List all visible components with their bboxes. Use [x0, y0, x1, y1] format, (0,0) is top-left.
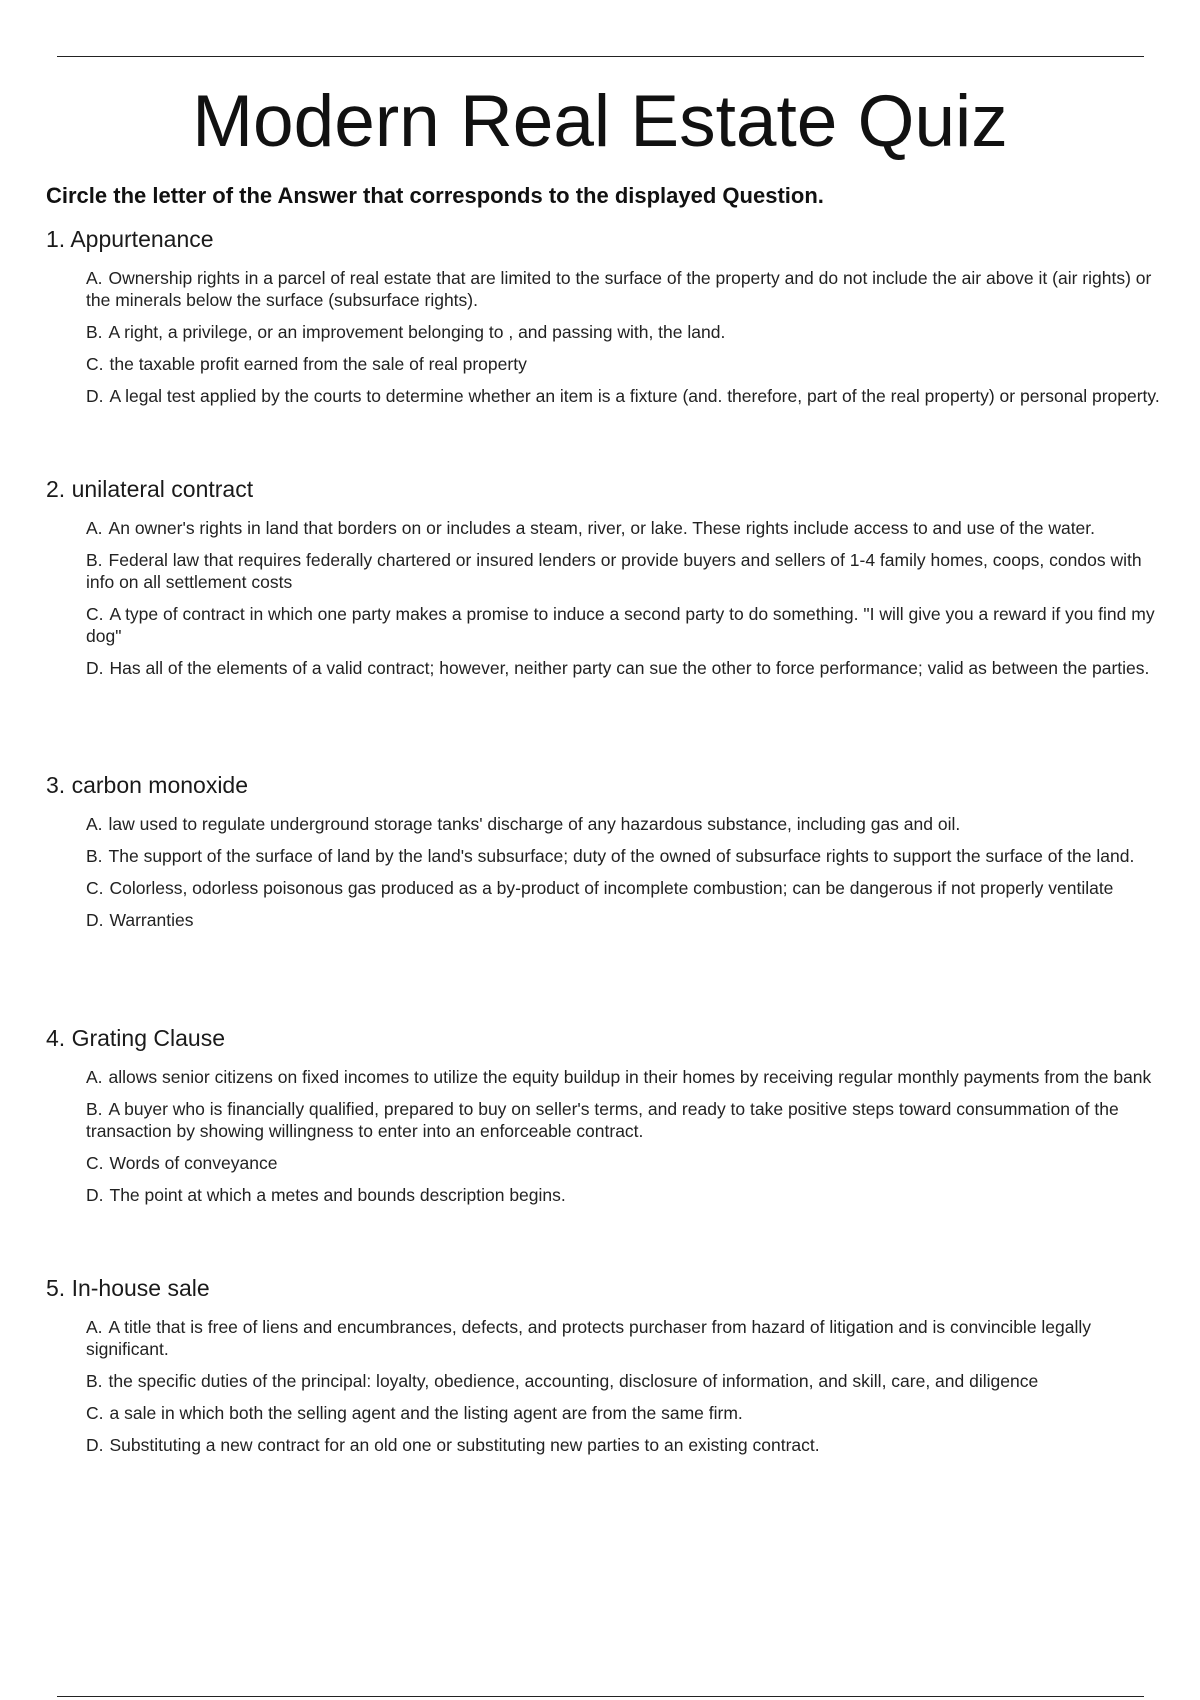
question-2 [46, 475, 1166, 689]
option-text: The support of the surface of land by the land's subsurface; duty of the owned of subsurface rights to support the surface of the land. [108, 846, 1135, 866]
answer-option-c[interactable] [86, 1152, 1166, 1174]
option-text: An owner's rights in land that borders on or includes a steam, river, or lake. These rights include access to and use of the water. [108, 518, 1096, 538]
option-letter[interactable]: A. [86, 1067, 103, 1087]
option-text: Substituting a new contract for an old one or substituting new parties to an existing contract. [109, 1435, 820, 1455]
answer-option-d[interactable] [86, 1434, 1166, 1456]
option-letter[interactable]: B. [86, 550, 103, 570]
option-letter[interactable]: A. [86, 518, 103, 538]
option-text: A title that is free of liens and encumbrances, defects, and protects purchaser from hazard of litigation and is convincible legally significant. [86, 1317, 1092, 1359]
top-divider [57, 56, 1144, 57]
answer-option-a[interactable] [86, 1316, 1166, 1360]
option-text: allows senior citizens on fixed incomes to utilize the equity buildup in their homes by receiving regular monthly payments from the bank [108, 1067, 1152, 1087]
option-text: A type of contract in which one party makes a promise to induce a second party to do something. "I will give you a reward if you find my dog" [86, 604, 1155, 646]
option-letter[interactable]: A. [86, 814, 103, 834]
option-letter[interactable]: D. [86, 1435, 104, 1455]
answer-option-b[interactable] [86, 321, 1166, 343]
question-stem [46, 1274, 1166, 1302]
option-text: A legal test applied by the courts to determine whether an item is a fixture (and. therefore, part of the real property) or personal property. [109, 386, 1160, 406]
option-letter[interactable]: C. [86, 1153, 104, 1173]
answer-option-b[interactable] [86, 549, 1166, 593]
answer-option-b[interactable] [86, 1098, 1166, 1142]
question-number: 3. [46, 772, 66, 798]
question-term: carbon monoxide [71, 772, 249, 798]
answer-option-d[interactable] [86, 1184, 1166, 1206]
question-4 [46, 1024, 1166, 1216]
question-number: 1. [46, 226, 66, 252]
option-text: Warranties [109, 910, 194, 930]
option-letter[interactable]: D. [86, 910, 104, 930]
option-text: Words of conveyance [109, 1153, 278, 1173]
question-number: 4. [46, 1025, 66, 1051]
question-5 [46, 1274, 1166, 1466]
instructions: Circle the letter of the Answer that corresponds to the displayed Question. [46, 183, 824, 208]
option-letter[interactable]: B. [86, 846, 103, 866]
answer-options [46, 813, 1166, 931]
answer-option-a[interactable] [86, 1066, 1166, 1088]
answer-option-c[interactable] [86, 877, 1166, 899]
option-letter[interactable]: C. [86, 354, 104, 374]
option-letter[interactable]: D. [86, 1185, 104, 1205]
answer-option-b[interactable] [86, 1370, 1166, 1392]
answer-option-d[interactable] [86, 909, 1166, 931]
question-3 [46, 771, 1166, 941]
answer-option-c[interactable] [86, 1402, 1166, 1424]
option-letter[interactable]: B. [86, 322, 103, 342]
option-text: the specific duties of the principal: loyalty, obedience, accounting, disclosure of information, and skill, care, and diligence [108, 1371, 1039, 1391]
question-1 [46, 225, 1166, 417]
answer-option-c[interactable] [86, 353, 1166, 375]
answer-option-b[interactable] [86, 845, 1166, 867]
option-text: Federal law that requires federally chartered or insured lenders or provide buyers and sellers of 1-4 family homes, coops, condos with info on all settlement costs [86, 550, 1142, 592]
question-stem [46, 225, 1166, 253]
option-letter[interactable]: B. [86, 1099, 103, 1119]
option-letter[interactable]: D. [86, 386, 104, 406]
option-text: A buyer who is financially qualified, prepared to buy on seller's terms, and ready to take positive steps toward consummation of the transaction by showing willingness to enter into an enforceable contract. [86, 1099, 1119, 1141]
answer-option-d[interactable] [86, 657, 1166, 679]
option-text: The point at which a metes and bounds description begins. [109, 1185, 566, 1205]
option-text: Colorless, odorless poisonous gas produced as a by-product of incomplete combustion; can be dangerous if not properly ventilate [109, 878, 1114, 898]
option-letter[interactable]: D. [86, 658, 104, 678]
question-stem [46, 475, 1166, 503]
option-text: Ownership rights in a parcel of real estate that are limited to the surface of the property and do not include the air above it (air rights) or the minerals below the surface (subsurface rights). [86, 268, 1152, 310]
option-letter[interactable]: C. [86, 1403, 104, 1423]
answer-options [46, 517, 1166, 679]
option-text: a sale in which both the selling agent and the listing agent are from the same firm. [109, 1403, 743, 1423]
bottom-divider [57, 1696, 1144, 1697]
option-letter[interactable]: A. [86, 268, 103, 288]
answer-option-d[interactable] [86, 385, 1166, 407]
answer-option-c[interactable] [86, 603, 1166, 647]
question-term: In-house sale [71, 1275, 210, 1301]
question-stem [46, 1024, 1166, 1052]
option-letter[interactable]: C. [86, 604, 104, 624]
question-term: Appurtenance [70, 226, 214, 252]
answer-options [46, 267, 1166, 407]
question-number: 2. [46, 476, 66, 502]
option-letter[interactable]: A. [86, 1317, 103, 1337]
option-letter[interactable]: B. [86, 1371, 103, 1391]
question-term: unilateral contract [71, 476, 254, 502]
page-title: Modern Real Estate Quiz [192, 81, 1008, 162]
option-text: A right, a privilege, or an improvement belonging to , and passing with, the land. [108, 322, 726, 342]
question-term: Grating Clause [71, 1025, 225, 1051]
answer-options [46, 1316, 1166, 1456]
option-text: the taxable profit earned from the sale of real property [109, 354, 527, 374]
answer-options [46, 1066, 1166, 1206]
option-text: Has all of the elements of a valid contract; however, neither party can sue the other to force performance; valid as between the parties. [109, 658, 1150, 678]
question-number: 5. [46, 1275, 66, 1301]
answer-option-a[interactable] [86, 813, 1166, 835]
question-stem [46, 771, 1166, 799]
answer-option-a[interactable] [86, 517, 1166, 539]
option-text: law used to regulate underground storage tanks' discharge of any hazardous substance, including gas and oil. [108, 814, 961, 834]
option-letter[interactable]: C. [86, 878, 104, 898]
answer-option-a[interactable] [86, 267, 1166, 311]
